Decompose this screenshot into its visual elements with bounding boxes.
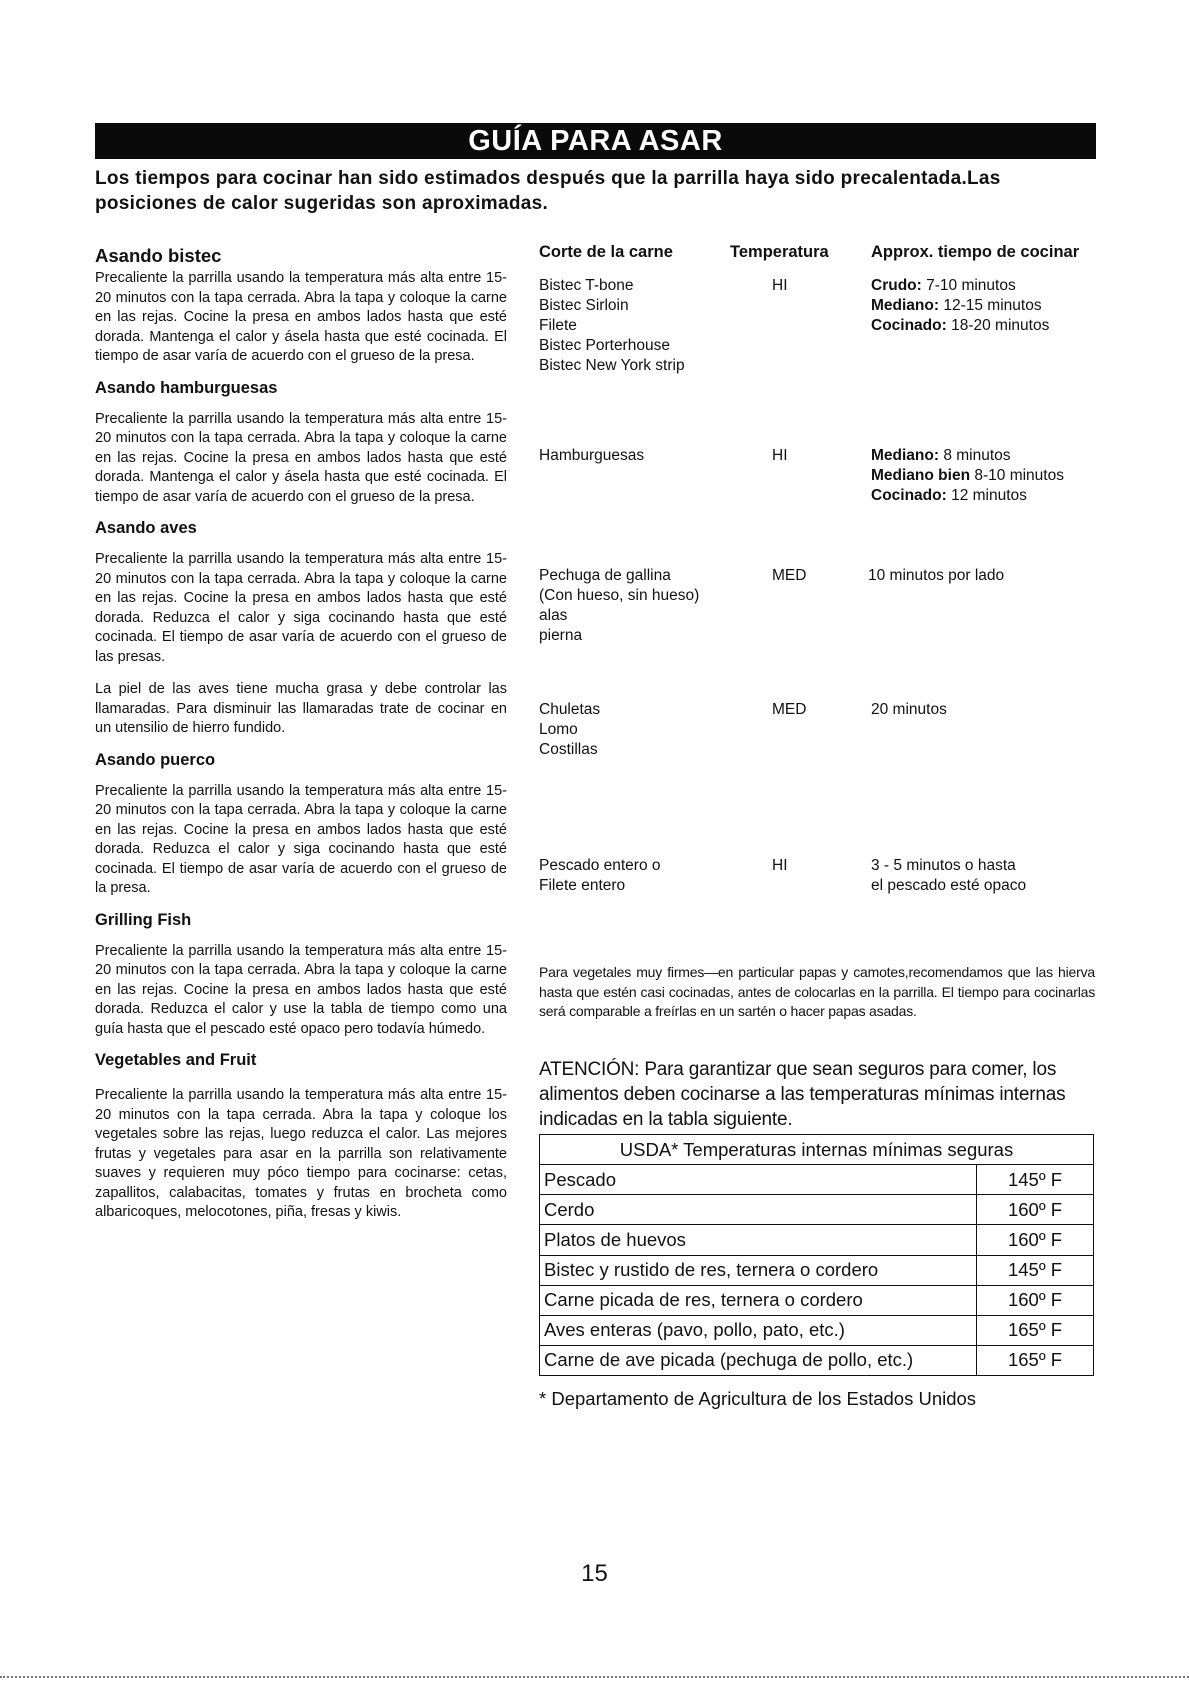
instructions-column <box>95 245 507 1236</box>
cut-item: Lomo <box>539 721 578 738</box>
cut-item: Bistec New York strip <box>539 357 685 374</box>
temp-cell: HI <box>772 277 788 294</box>
column-header-time: Approx. tiempo de cocinar <box>871 243 1080 261</box>
footnote: * Departamento de Agricultura de los Estados Unidos <box>539 1388 977 1409</box>
section-puerco <box>95 751 507 899</box>
column-header-temp: Temperatura <box>730 243 829 261</box>
usda-temperature-table <box>539 1134 1094 1376</box>
time-item <box>871 466 1064 486</box>
cut-item: alas <box>539 607 568 624</box>
time-value: 12 minutos <box>951 487 1027 504</box>
food-item: Cerdo <box>540 1195 977 1225</box>
time-item: 3 - 5 minutos o hasta <box>871 857 1016 874</box>
time-label: Mediano: <box>871 297 940 314</box>
food-temp: 145º F <box>977 1165 1094 1195</box>
page-title: GUÍA PARA ASAR <box>95 123 1096 159</box>
food-item: Platos de huevos <box>540 1225 977 1255</box>
section-paragraph: Precaliente la parrilla usando la temperatura más alta entre 15-20 minutos con la tapa cerrada. Abra la tapa y coloque la carne en las rejas. Cocine la presa en ambos lados hasta que esté dorada. Reduzca el calor y siga cocinando hasta que esté cocinada. El tiempo de asar varía de acuerdo con el grueso de las presas. <box>95 551 507 665</box>
time-cell <box>871 276 1049 336</box>
table-row <box>540 1315 1094 1345</box>
time-label: Cocinado: <box>871 487 947 504</box>
food-item: Bistec y rustido de res, ternera o cordero <box>540 1255 977 1285</box>
section-heading: Asando hamburguesas <box>95 378 278 397</box>
time-cell <box>871 856 1026 896</box>
section-paragraph: La piel de las aves tiene mucha grasa y debe controlar las llamaradas. Para disminuir las llamaradas trate de cocinar en un utensilio de hierro fundido. <box>95 681 507 736</box>
section-heading: Asando puerco <box>95 750 216 769</box>
time-cell <box>868 566 1004 586</box>
time-cell <box>871 446 1064 506</box>
section-heading: Asando aves <box>95 519 197 537</box>
cut-cell <box>539 446 644 466</box>
section-heading: Grilling Fish <box>95 910 192 929</box>
cut-cell <box>539 566 699 646</box>
time-cell <box>871 700 947 720</box>
temp-cell: HI <box>772 447 788 464</box>
cut-item: Filete <box>539 317 577 334</box>
temp-cell: MED <box>772 701 807 718</box>
table-row <box>540 1165 1094 1195</box>
cut-item: Bistec T-bone <box>539 277 634 294</box>
section-aves <box>95 519 507 739</box>
section-paragraph: Precaliente la parrilla usando la temperatura más alta entre 15-20 minutos con la tapa cerrada. Abra la tapa y coloque la carne en las rejas. Cocine la presa en ambos lados hasta que esté dorada. Reduzca el calor y use la tabla de tiempo como una guía hasta que el pescado esté opaco pero todavía húmedo. <box>95 942 507 1037</box>
vegetable-note: Para vegetales muy firmes—en particular papas y camotes,recomendamos que las hierva hasta que estén casi cocinadas, antes de colocarlas en la parrilla. El tiempo para cocinarlas será comparable a freírlas en un sartén o hacer papas asadas. <box>539 964 1095 1019</box>
time-value: 18-20 minutos <box>951 317 1050 334</box>
food-item: Aves enteras (pavo, pollo, pato, etc.) <box>540 1315 977 1345</box>
section-bistec <box>95 245 507 367</box>
food-temp: 160º F <box>977 1195 1094 1225</box>
time-label: Mediano: <box>871 447 940 464</box>
section-vegetables <box>95 1051 507 1223</box>
time-value: 7-10 minutos <box>926 277 1016 294</box>
table-row <box>540 1285 1094 1315</box>
column-header-cut: Corte de la carne <box>539 243 673 261</box>
bottom-divider <box>0 1676 1189 1678</box>
cut-item: Bistec Sirloin <box>539 297 629 314</box>
time-label: Mediano bien <box>871 467 971 484</box>
temp-cell: MED <box>772 567 807 584</box>
time-value: 12-15 minutos <box>943 297 1042 314</box>
table-row <box>540 1345 1094 1375</box>
food-temp: 160º F <box>977 1285 1094 1315</box>
time-value: 8-10 minutos <box>974 467 1064 484</box>
time-item <box>871 316 1049 336</box>
cut-item: Hamburguesas <box>539 447 645 464</box>
intro-text: Los tiempos para cocinar han sido estimados después que la parrilla haya sido precalentada.Las posiciones de calor sugeridas son aproximadas. <box>95 168 1001 214</box>
section-fish <box>95 911 507 1040</box>
time-value: 8 minutos <box>943 447 1011 464</box>
time-label: Cocinado: <box>871 317 947 334</box>
cut-item: (Con hueso, sin hueso) <box>539 587 700 604</box>
time-item: 10 minutos por lado <box>868 567 1005 584</box>
cut-item: Bistec Porterhouse <box>539 337 670 354</box>
section-paragraph: Precaliente la parrilla usando la temperatura más alta entre 15-20 minutos con la tapa cerrada. Abra la tapa y coloque la carne en las rejas. Cocine la presa en ambos lados hasta que esté dorada. Reduzca el calor y siga cocinando hasta que esté cocinada. El tiempo de asar varía de acuerdo con el grueso de la presa. <box>95 782 507 896</box>
cut-item: Filete entero <box>539 877 626 894</box>
section-heading: Vegetables and Fruit <box>95 1051 257 1069</box>
cut-item: Pechuga de gallina <box>539 567 671 584</box>
cut-cell <box>539 700 600 760</box>
page-number: 15 <box>581 1560 608 1587</box>
table-header-row <box>540 1135 1094 1165</box>
time-item <box>871 276 1049 296</box>
cut-item: pierna <box>539 627 583 644</box>
cut-cell <box>539 856 661 896</box>
food-item: Carne picada de res, ternera o cordero <box>540 1285 977 1315</box>
table-row <box>540 1195 1094 1225</box>
time-item <box>871 296 1049 316</box>
cut-cell <box>539 276 685 376</box>
section-paragraph: Precaliente la parrilla usando la temperatura más alta entre 15-20 minutos con la tapa cerrada. Abra la tapa y coloque la carne en las rejas. Cocine la presa en ambos lados hasta que esté dorada. Mantenga el calor y ásela hasta que esté cocinada. El tiempo de asar varía de acuerdo con el grueso de la presa. <box>95 410 507 505</box>
cut-item: Costillas <box>539 741 598 758</box>
food-item: Carne de ave picada (pechuga de pollo, etc.) <box>540 1345 977 1375</box>
food-temp: 145º F <box>977 1255 1094 1285</box>
time-item: 20 minutos <box>871 701 947 718</box>
table-row <box>540 1255 1094 1285</box>
food-temp: 160º F <box>977 1225 1094 1255</box>
food-temp: 165º F <box>977 1345 1094 1375</box>
time-label: Crudo: <box>871 277 922 294</box>
food-temp: 165º F <box>977 1315 1094 1345</box>
table-header: USDA* Temperaturas internas mínimas seguras <box>540 1135 1094 1165</box>
section-hamburguesas <box>95 379 507 508</box>
time-item: el pescado esté opaco <box>871 877 1027 894</box>
time-item <box>871 486 1064 506</box>
section-heading: Asando bistec <box>95 245 222 266</box>
food-item: Pescado <box>540 1165 977 1195</box>
section-paragraph: Precaliente la parrilla usando la temperatura más alta entre 15-20 minutos con la tapa cerrada. Abra la tapa y coloque los vegetales sobre las rejas, luego reduzca el calor. Las mejores frutas y vegetales para asar en la parrilla son relativamente suaves y requieren muy póco tiempo para cocinarse: cetas, zapallitos, calabacitas, tomates y frutas en brocheta como albaricoques, melocotones, piña, fresas y kiwis. <box>95 1087 507 1220</box>
attention-text: ATENCIÓN: Para garantizar que sean seguros para comer, los alimentos deben cocinarse a las temperaturas mínimas internas indicadas en la tabla siguiente. <box>539 1059 1066 1130</box>
section-paragraph: Precaliente la parrilla usando la temperatura más alta entre 15-20 minutos con la tapa cerrada. Abra la tapa y coloque la carne en las rejas. Cocine la presa en ambos lados hasta que esté dorada. Mantenga el calor y ásela hasta que esté cocinada. El tiempo de asar varía de acuerdo con el grueso de la presa. <box>95 270 507 364</box>
time-item <box>871 446 1064 466</box>
table-row <box>540 1225 1094 1255</box>
cut-item: Chuletas <box>539 701 601 718</box>
temp-cell: HI <box>772 857 788 874</box>
cut-item: Pescado entero o <box>539 857 661 874</box>
